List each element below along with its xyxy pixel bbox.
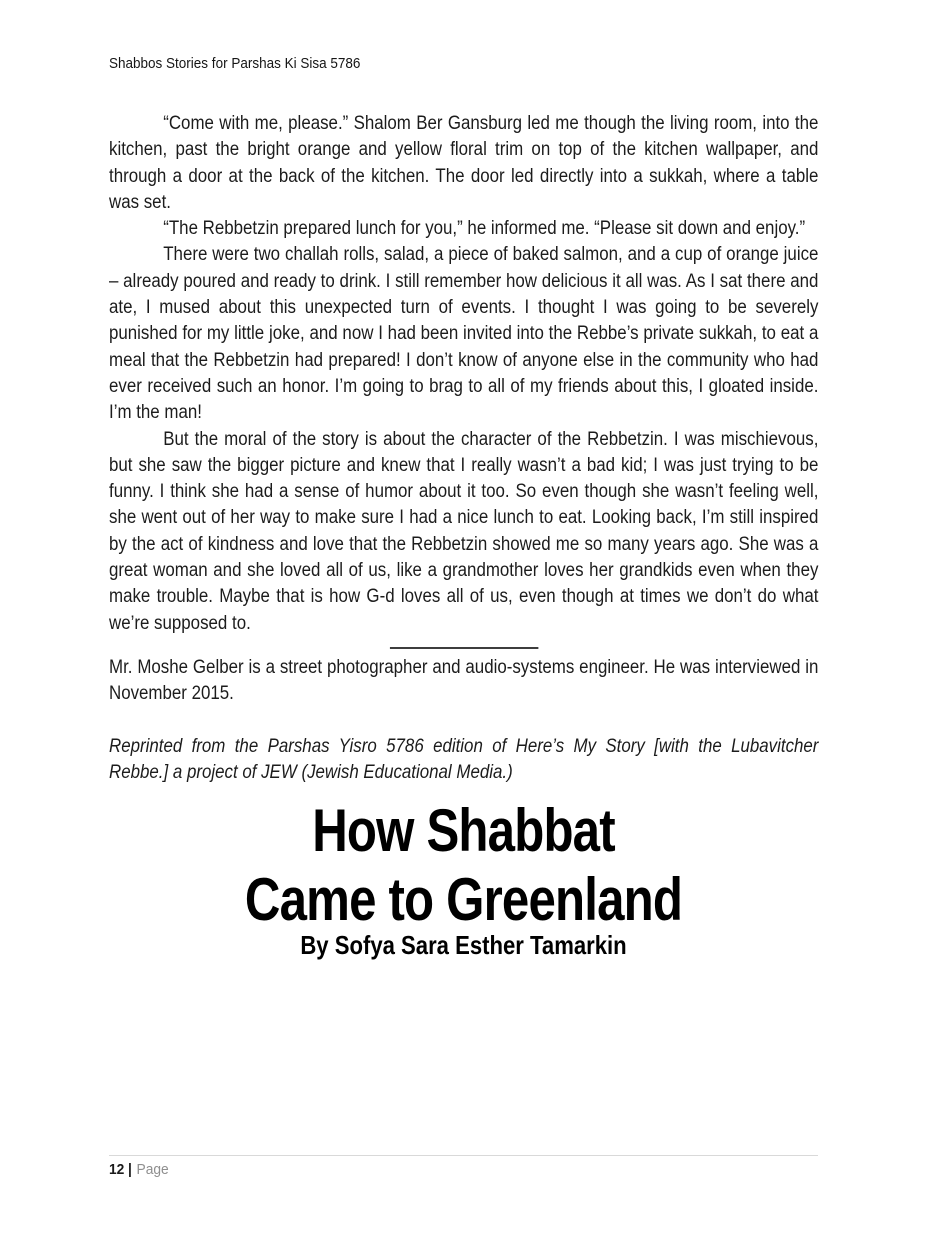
section-divider bbox=[389, 647, 537, 649]
next-story-title bbox=[0, 796, 927, 934]
story-body bbox=[109, 111, 818, 786]
next-story-byline: By Sofya Sara Esther Tamarkin bbox=[300, 930, 627, 961]
next-story-title-line-2: Came to Greenland bbox=[244, 866, 683, 934]
story-paragraph-4: But the moral of the story is about the character of the Rebbetzin. I was mischievous, but she saw the bigger picture and knew that I really wasn’t a bad kid; I was just trying to be funny. I think she had a sense of humor about it too. So even though she wasn’t feeling well, she went out of her way to make sure I had a nice lunch to eat. Looking back, I’m still inspired by the act of kindness and love that the Rebbetzin showed me so many years ago. She was a great woman and she loved all of us, like a grandmother loves her grandkids even when they make trouble. Maybe that is how G-d loves all of us, even though at times we don’t do what we’re supposed to. bbox=[109, 428, 819, 634]
next-story-title-line-1: How Shabbat bbox=[312, 797, 615, 865]
page-footer bbox=[109, 1155, 818, 1179]
footer-text bbox=[109, 1160, 169, 1179]
running-header: Shabbos Stories for Parshas Ki Sisa 5786 bbox=[109, 55, 361, 72]
author-bio: Mr. Moshe Gelber is a street photographer and audio-systems engineer. He was interviewed in November 2015. bbox=[109, 656, 819, 705]
footer-separator: | bbox=[128, 1161, 132, 1178]
page-number: 12 bbox=[109, 1161, 125, 1178]
reprint-notice: Reprinted from the Parshas Yisro 5786 edition of Here’s My Story [with the Lubavitcher Rebbe.] a project of JEW (Jewish Educational Media.) bbox=[109, 735, 819, 784]
footer-page-label: Page bbox=[136, 1161, 169, 1178]
story-paragraph-1: “Come with me, please.” Shalom Ber Gansburg led me though the living room, into the kitchen, past the bright orange and yellow floral trim on top of the kitchen wallpaper, and through a door at the back of the kitchen. The door led directly into a sukkah, where a table was set. bbox=[109, 113, 819, 213]
story-paragraph-3: There were two challah rolls, salad, a piece of baked salmon, and a cup of orange juice – already poured and ready to drink. I still remember how delicious it all was. As I sat there and ate, I mused about this unexpected turn of events. I thought I was going to be severely punished for my little joke, and now I had been invited into the Rebbe’s private sukkah, to eat a meal that the Rebbetzin had prepared! I don’t know of anyone else in the community who had ever received such an honor. I’m going to brag to all of my friends about this, I gloated inside. I’m the man! bbox=[109, 244, 819, 424]
story-paragraph-2: “The Rebbetzin prepared lunch for you,” he informed me. “Please sit down and enjoy.” bbox=[163, 218, 806, 240]
footer-rule bbox=[109, 1155, 818, 1156]
